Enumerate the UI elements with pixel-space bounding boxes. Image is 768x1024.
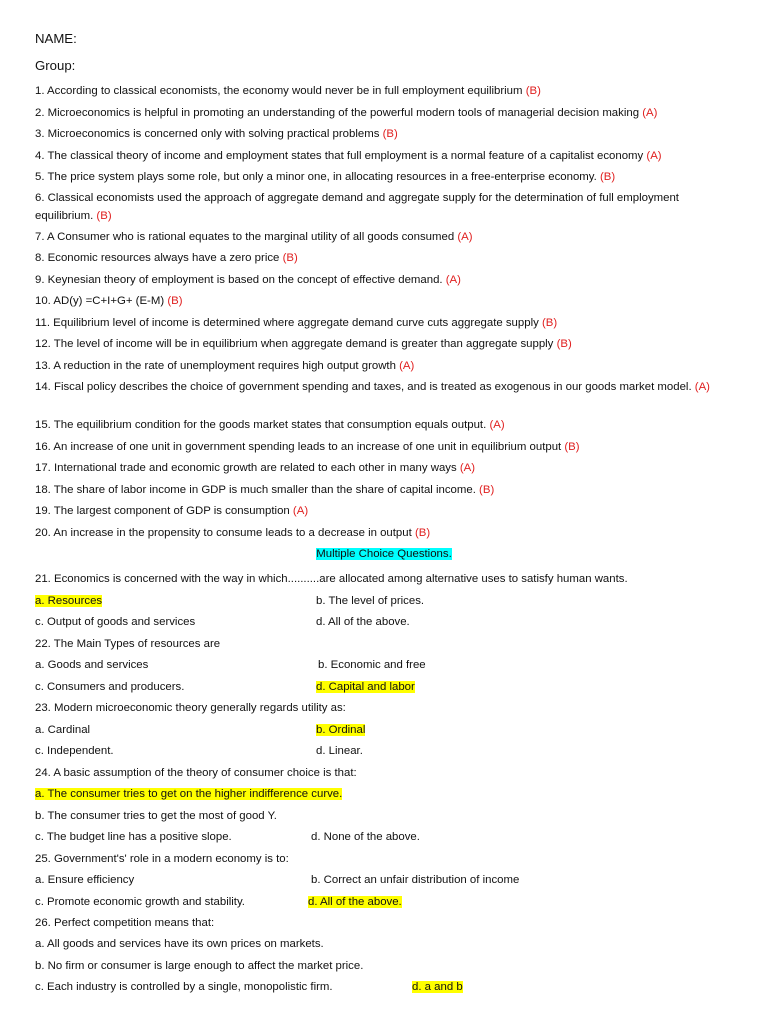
option-25d bbox=[308, 895, 402, 909]
question-23: 23. Modern microeconomic theory generally regards utility as: bbox=[35, 702, 346, 714]
answer-mark: (A) bbox=[399, 360, 415, 372]
statement-5: 5. The price system plays some role, but only a minor one, in allocating resources in a free-enterprise economy. (B) bbox=[35, 171, 616, 183]
statement-14: 14. Fiscal policy describes the choice of government spending and taxes, and is treated as exogenous in our goods market model. (A) bbox=[35, 381, 710, 393]
statement-20: 20. An increase in the propensity to consume leads to a decrease in output (B) bbox=[35, 527, 431, 539]
question-25: 25. Government's' role in a modern economy is to: bbox=[35, 853, 289, 865]
correct-option-highlight: d. All of the above. bbox=[308, 896, 402, 908]
answer-mark: (A) bbox=[457, 231, 473, 243]
answer-mark: (B) bbox=[382, 128, 398, 140]
option-26d bbox=[412, 980, 463, 994]
statement-15: 15. The equilibrium condition for the goods market states that consumption equals output. (A) bbox=[35, 419, 505, 431]
answer-mark: (A) bbox=[445, 274, 461, 286]
statement-12: 12. The level of income will be in equilibrium when aggregate demand is greater than aggregate supply (B) bbox=[35, 338, 572, 350]
statement-6: 6. Classical economists used the approach of aggregate demand and aggregate supply for the determination of full employment equilibrium. (B) bbox=[35, 192, 679, 222]
answer-mark: (A) bbox=[642, 107, 658, 119]
answer-mark: (B) bbox=[541, 317, 558, 329]
option-25b: b. Correct an unfair distribution of income bbox=[311, 874, 520, 886]
option-25a: a. Ensure efficiency bbox=[35, 874, 135, 886]
option-24d: d. None of the above. bbox=[311, 831, 420, 843]
statement-13: 13. A reduction in the rate of unemployment requires high output growth (A) bbox=[35, 360, 415, 372]
answer-mark: (A) bbox=[646, 150, 662, 162]
option-22c: c. Consumers and producers. bbox=[35, 681, 185, 693]
group-label: Group: bbox=[35, 58, 76, 73]
option-24a bbox=[35, 787, 342, 801]
answer-mark: (B) bbox=[414, 527, 431, 539]
correct-option-highlight: b. Ordinal bbox=[316, 724, 366, 736]
option-23a: a. Cardinal bbox=[35, 724, 91, 736]
answer-mark: (A) bbox=[292, 505, 309, 517]
answer-mark: (B) bbox=[556, 338, 572, 350]
option-26c: c. Each industry is controlled by a single, monopolistic firm. bbox=[35, 981, 333, 993]
option-24b: b. The consumer tries to get the most of good Y. bbox=[35, 810, 277, 822]
statement-17: 17. International trade and economic growth are related to each other in many ways (A) bbox=[35, 462, 476, 474]
answer-mark: (A) bbox=[459, 462, 476, 474]
statement-3: 3. Microeconomics is concerned only with solving practical problems (B) bbox=[35, 128, 398, 140]
answer-mark: (B) bbox=[167, 295, 183, 307]
option-23d: d. Linear. bbox=[316, 745, 363, 757]
answer-mark: (A) bbox=[489, 419, 505, 431]
answer-mark: (A) bbox=[694, 381, 710, 393]
correct-option-highlight: a. Resources bbox=[35, 595, 103, 607]
question-22: 22. The Main Types of resources are bbox=[35, 638, 221, 650]
option-26a: a. All goods and services have its own prices on markets. bbox=[35, 938, 324, 950]
option-21a bbox=[35, 594, 102, 608]
answer-mark: (B) bbox=[564, 441, 580, 453]
statement-11: 11. Equilibrium level of income is determined where aggregate demand curve cuts aggregate supply (B) bbox=[35, 317, 558, 329]
answer-mark: (B) bbox=[479, 484, 495, 496]
option-21b: b. The level of prices. bbox=[316, 595, 425, 607]
name-label: NAME: bbox=[35, 31, 77, 46]
question-26: 26. Perfect competition means that: bbox=[35, 917, 215, 929]
mcq-heading-row bbox=[0, 547, 768, 561]
question-21: 21. Economics is concerned with the way in which..........are allocated among alternative uses to satisfy human wants. bbox=[35, 573, 628, 585]
option-22a: a. Goods and services bbox=[35, 659, 149, 671]
statement-16: 16. An increase of one unit in government spending leads to an increase of one unit in equilibrium output (B) bbox=[35, 441, 580, 453]
statement-1: 1. According to classical economists, the economy would never be in full employment equilibrium (B) bbox=[35, 85, 541, 97]
question-24: 24. A basic assumption of the theory of consumer choice is that: bbox=[35, 767, 357, 779]
option-21d: d. All of the above. bbox=[316, 616, 410, 628]
statement-10: 10. AD(y) =C+I+G+ (E-M) (B) bbox=[35, 295, 183, 307]
statement-18: 18. The share of labor income in GDP is much smaller than the share of capital income. (B) bbox=[35, 484, 495, 496]
option-24c: c. The budget line has a positive slope. bbox=[35, 831, 232, 843]
option-22d bbox=[316, 680, 415, 694]
statement-7: 7. A Consumer who is rational equates to the marginal utility of all goods consumed (A) bbox=[35, 231, 473, 243]
statement-2: 2. Microeconomics is helpful in promoting an understanding of the powerful modern tools of managerial decision making (A) bbox=[35, 107, 658, 119]
option-25c: c. Promote economic growth and stability. bbox=[35, 896, 245, 908]
mcq-heading: Multiple Choice Questions. bbox=[316, 548, 452, 560]
statement-4: 4. The classical theory of income and employment states that full employment is a normal feature of a capitalist economy (A) bbox=[35, 150, 662, 162]
option-26b: b. No firm or consumer is large enough to affect the market price. bbox=[35, 960, 364, 972]
option-23b bbox=[316, 723, 365, 737]
answer-mark: (B) bbox=[282, 252, 298, 264]
answer-mark: (B) bbox=[599, 171, 616, 183]
option-21c: c. Output of goods and services bbox=[35, 616, 196, 628]
correct-option-highlight: d. Capital and labor bbox=[316, 681, 415, 693]
option-22b: b. Economic and free bbox=[318, 659, 426, 671]
correct-option-highlight: a. The consumer tries to get on the higher indifference curve. bbox=[35, 788, 343, 800]
statement-8: 8. Economic resources always have a zero price (B) bbox=[35, 252, 298, 264]
statement-9: 9. Keynesian theory of employment is based on the concept of effective demand. (A) bbox=[35, 274, 461, 286]
correct-option-highlight: d. a and b bbox=[412, 981, 463, 993]
statement-19: 19. The largest component of GDP is consumption (A) bbox=[35, 505, 309, 517]
answer-mark: (B) bbox=[525, 85, 541, 97]
option-23c: c. Independent. bbox=[35, 745, 114, 757]
answer-mark: (B) bbox=[96, 209, 112, 222]
